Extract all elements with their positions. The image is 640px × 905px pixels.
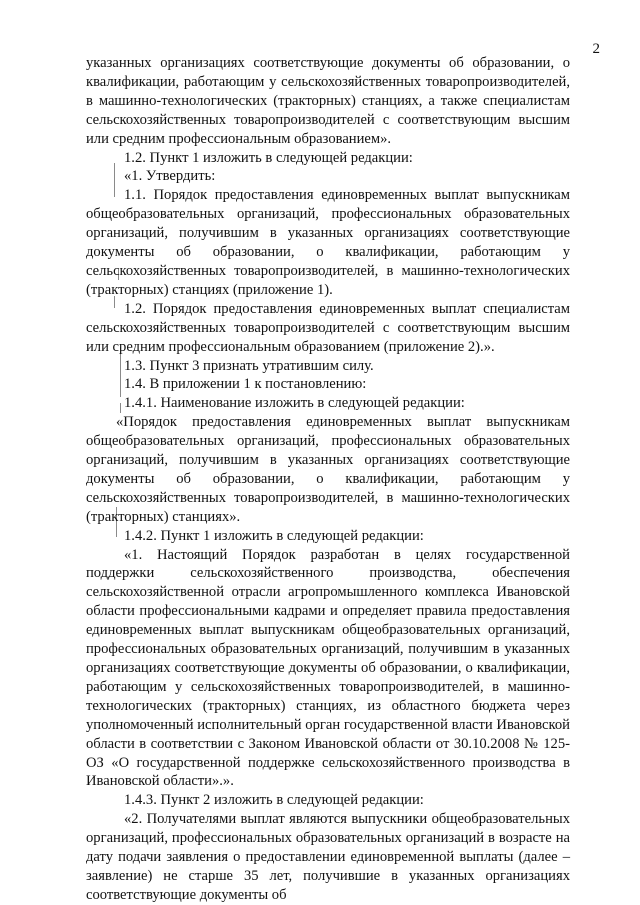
paragraph: «2. Получателями выплат являются выпускники общеобразовательных организаций, профессиональных образовательных организаций в возрасте на дату подачи заявления о предоставлении единовременной выплаты (далее – заявление) не старше 35 лет, получившие в указанных организациях соответствующие документы об — [86, 811, 570, 903]
paragraph: 1.2. Пункт 1 изложить в следующей редакции: — [124, 149, 413, 166]
paragraph: «Порядок предоставления единовременных выплат выпускникам общеобразовательных организаций, профессиональных образовательных организаций, получившим в указанных организациях соответствующие документы об образовании, о квалификации, работающим у сельскохозяйственных товаропроизводителей, в машинно-технологических (тракторных) станциях». — [86, 414, 570, 525]
paragraph: 1.4.2. Пункт 1 изложить в следующей редакции: — [124, 527, 424, 544]
paragraph: указанных организациях соответствующие документы об образовании, о квалификации, работающим у сельскохозяйственных товаропроизводителей, в машинно-технологических (тракторных) станциях, а также специалистам сельскохозяйственных товаропроизводителей с соответствующим высшим или средним профессиональным образованием». — [86, 55, 570, 147]
paragraph: 1.4. В приложении 1 к постановлению: — [124, 376, 367, 393]
paragraph: «1. Настоящий Порядок разработан в целях государственной поддержки сельскохозяйственного производства, обеспечения сельскохозяйственной отрасли агропромышленного комплекса Ивановской области профессиональными кадрами и определяет правила предоставления единовременных выплат выпускникам общеобразовательных организаций, профессиональных образовательных организаций, получившим в указанных организациях соответствующие документы об образовании, о квалификации, работающим у сельскохозяйственных товаропроизводителей, в машинно-технологических (тракторных) станциях, из областного бюджета через уполномоченный исполнительный орган государственной власти Ивановской области в соответствии с Законом Ивановской области от 30.10.2008 № 125-ОЗ «О государственной поддержке сельскохозяйственного производства в Ивановской области».». — [86, 546, 570, 790]
page-number: 2 — [592, 41, 600, 57]
paragraph: 1.4.1. Наименование изложить в следующей редакции: — [124, 395, 465, 412]
paragraph: «1. Утвердить: — [124, 168, 216, 185]
document-body — [86, 54, 570, 905]
paragraph: 1.3. Пункт 3 признать утратившим силу. — [124, 357, 374, 374]
paragraph: 1.4.3. Пункт 2 изложить в следующей редакции: — [124, 792, 424, 809]
paragraph: 1.1. Порядок предоставления единовременных выплат выпускникам общеобразовательных организаций, профессиональных образовательных организаций, получившим в указанных организациях соответствующие документы об образовании, о квалификации, работающим у сельскохозяйственных товаропроизводителей, в машинно-технологических (тракторных) станциях (приложение 1). — [86, 187, 570, 298]
paragraph: 1.2. Порядок предоставления единовременных выплат специалистам сельскохозяйственных товаропроизводителей с соответствующим высшим или средним профессиональным образованием (приложение 2).». — [86, 300, 570, 355]
